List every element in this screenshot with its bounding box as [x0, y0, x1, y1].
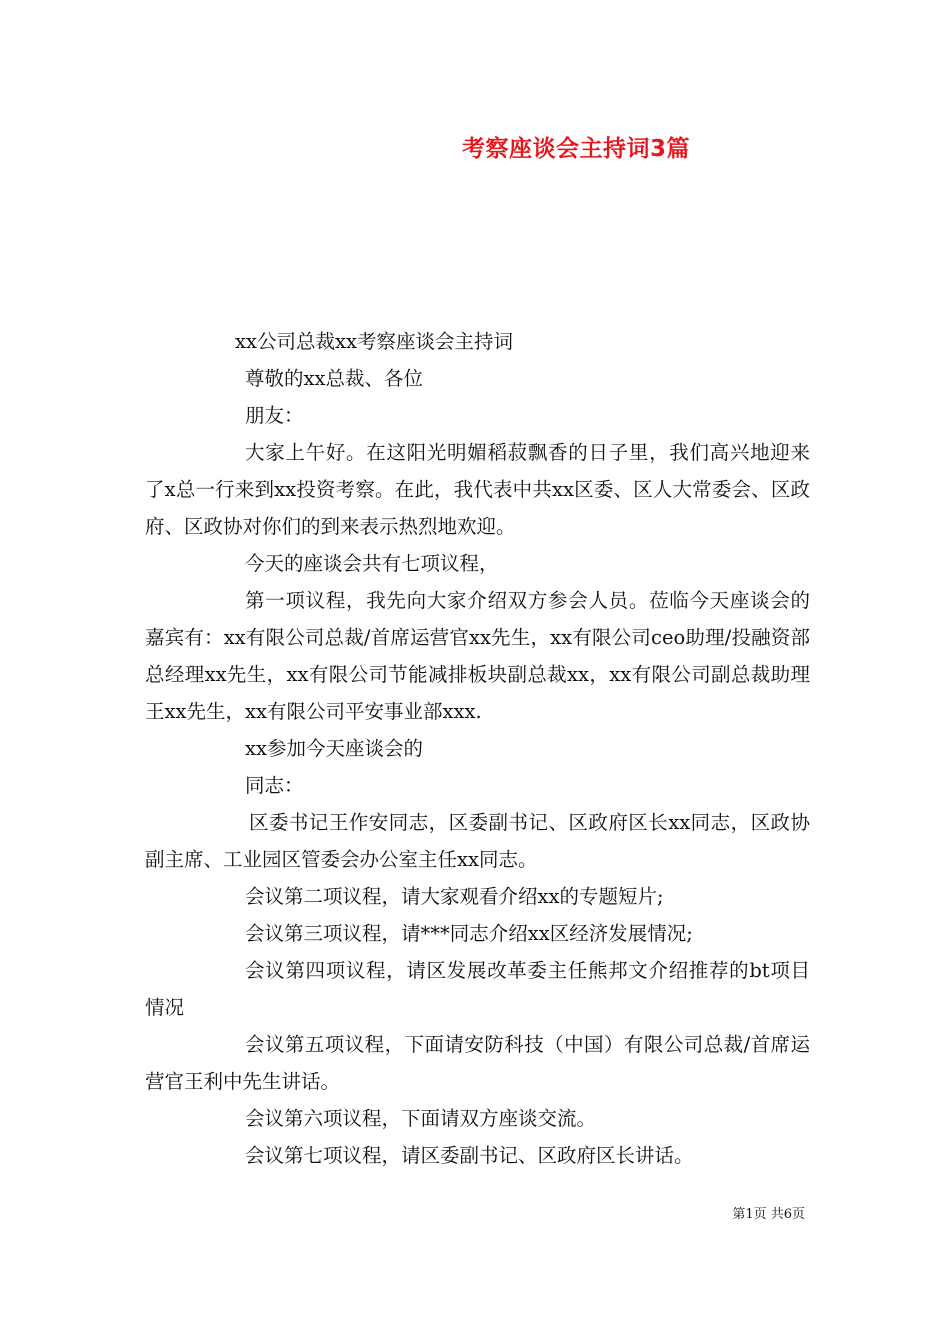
paragraph-welcome: 大家上午好。在这阳光明媚稻菽飘香的日子里，我们高兴地迎来了x总一行来到xx投资考察。在此，我代表中共xx区委、区人大常委会、区政府、区政协对你们的到来表示热烈地欢迎。 [145, 441, 810, 538]
paragraph-agenda-7: 会议第七项议程，请区委副书记、区政府区长讲话。 [245, 1144, 694, 1167]
page-title: 考察座谈会主持词3篇 [461, 136, 690, 162]
paragraph-agenda-4: 会议第四项议程，请区发展改革委主任熊邦文介绍推荐的bt项目情况 [145, 959, 810, 1019]
paragraph-agenda-1: 第一项议程，我先向大家介绍双方参会人员。莅临今天座谈会的嘉宾有：xx有限公司总裁/首席运营官xx先生，xx有限公司ceo助理/投融资部总经理xx先生，xx有限公司节能减排板块副总裁xx，xx有限公司副总裁助理王xx先生，xx有限公司平安事业部xxx. [145, 589, 810, 723]
paragraph-agenda-3: 会议第三项议程，请***同志介绍xx区经济发展情况; [245, 922, 693, 945]
paragraph-agenda-5: 会议第五项议程，下面请安防科技（中国）有限公司总裁/首席运营官王利中先生讲话。 [145, 1033, 810, 1093]
paragraph-salutation-cont: 朋友： [245, 404, 304, 427]
paragraph-attendees-list: 区委书记王作安同志，区委副书记、区政府区长xx同志，区政协副主席、工业园区管委会办公室主任xx同志。 [145, 811, 810, 871]
paragraph-attendees: xx参加今天座谈会的 [245, 737, 423, 760]
page-footer: 第1页 共6页 [732, 1207, 805, 1222]
paragraph-agenda-intro: 今天的座谈会共有七项议程， [245, 552, 499, 575]
paragraph-agenda-2: 会议第二项议程，请大家观看介绍xx的专题短片; [245, 885, 664, 908]
paragraph-salutation: 尊敬的xx总裁、各位 [245, 367, 423, 390]
document-body [145, 323, 810, 1174]
paragraph-agenda-6: 会议第六项议程，下面请双方座谈交流。 [245, 1107, 597, 1130]
paragraph-heading: xx公司总裁xx考察座谈会主持词 [235, 330, 513, 353]
paragraph-attendees-cont: 同志： [245, 774, 304, 797]
